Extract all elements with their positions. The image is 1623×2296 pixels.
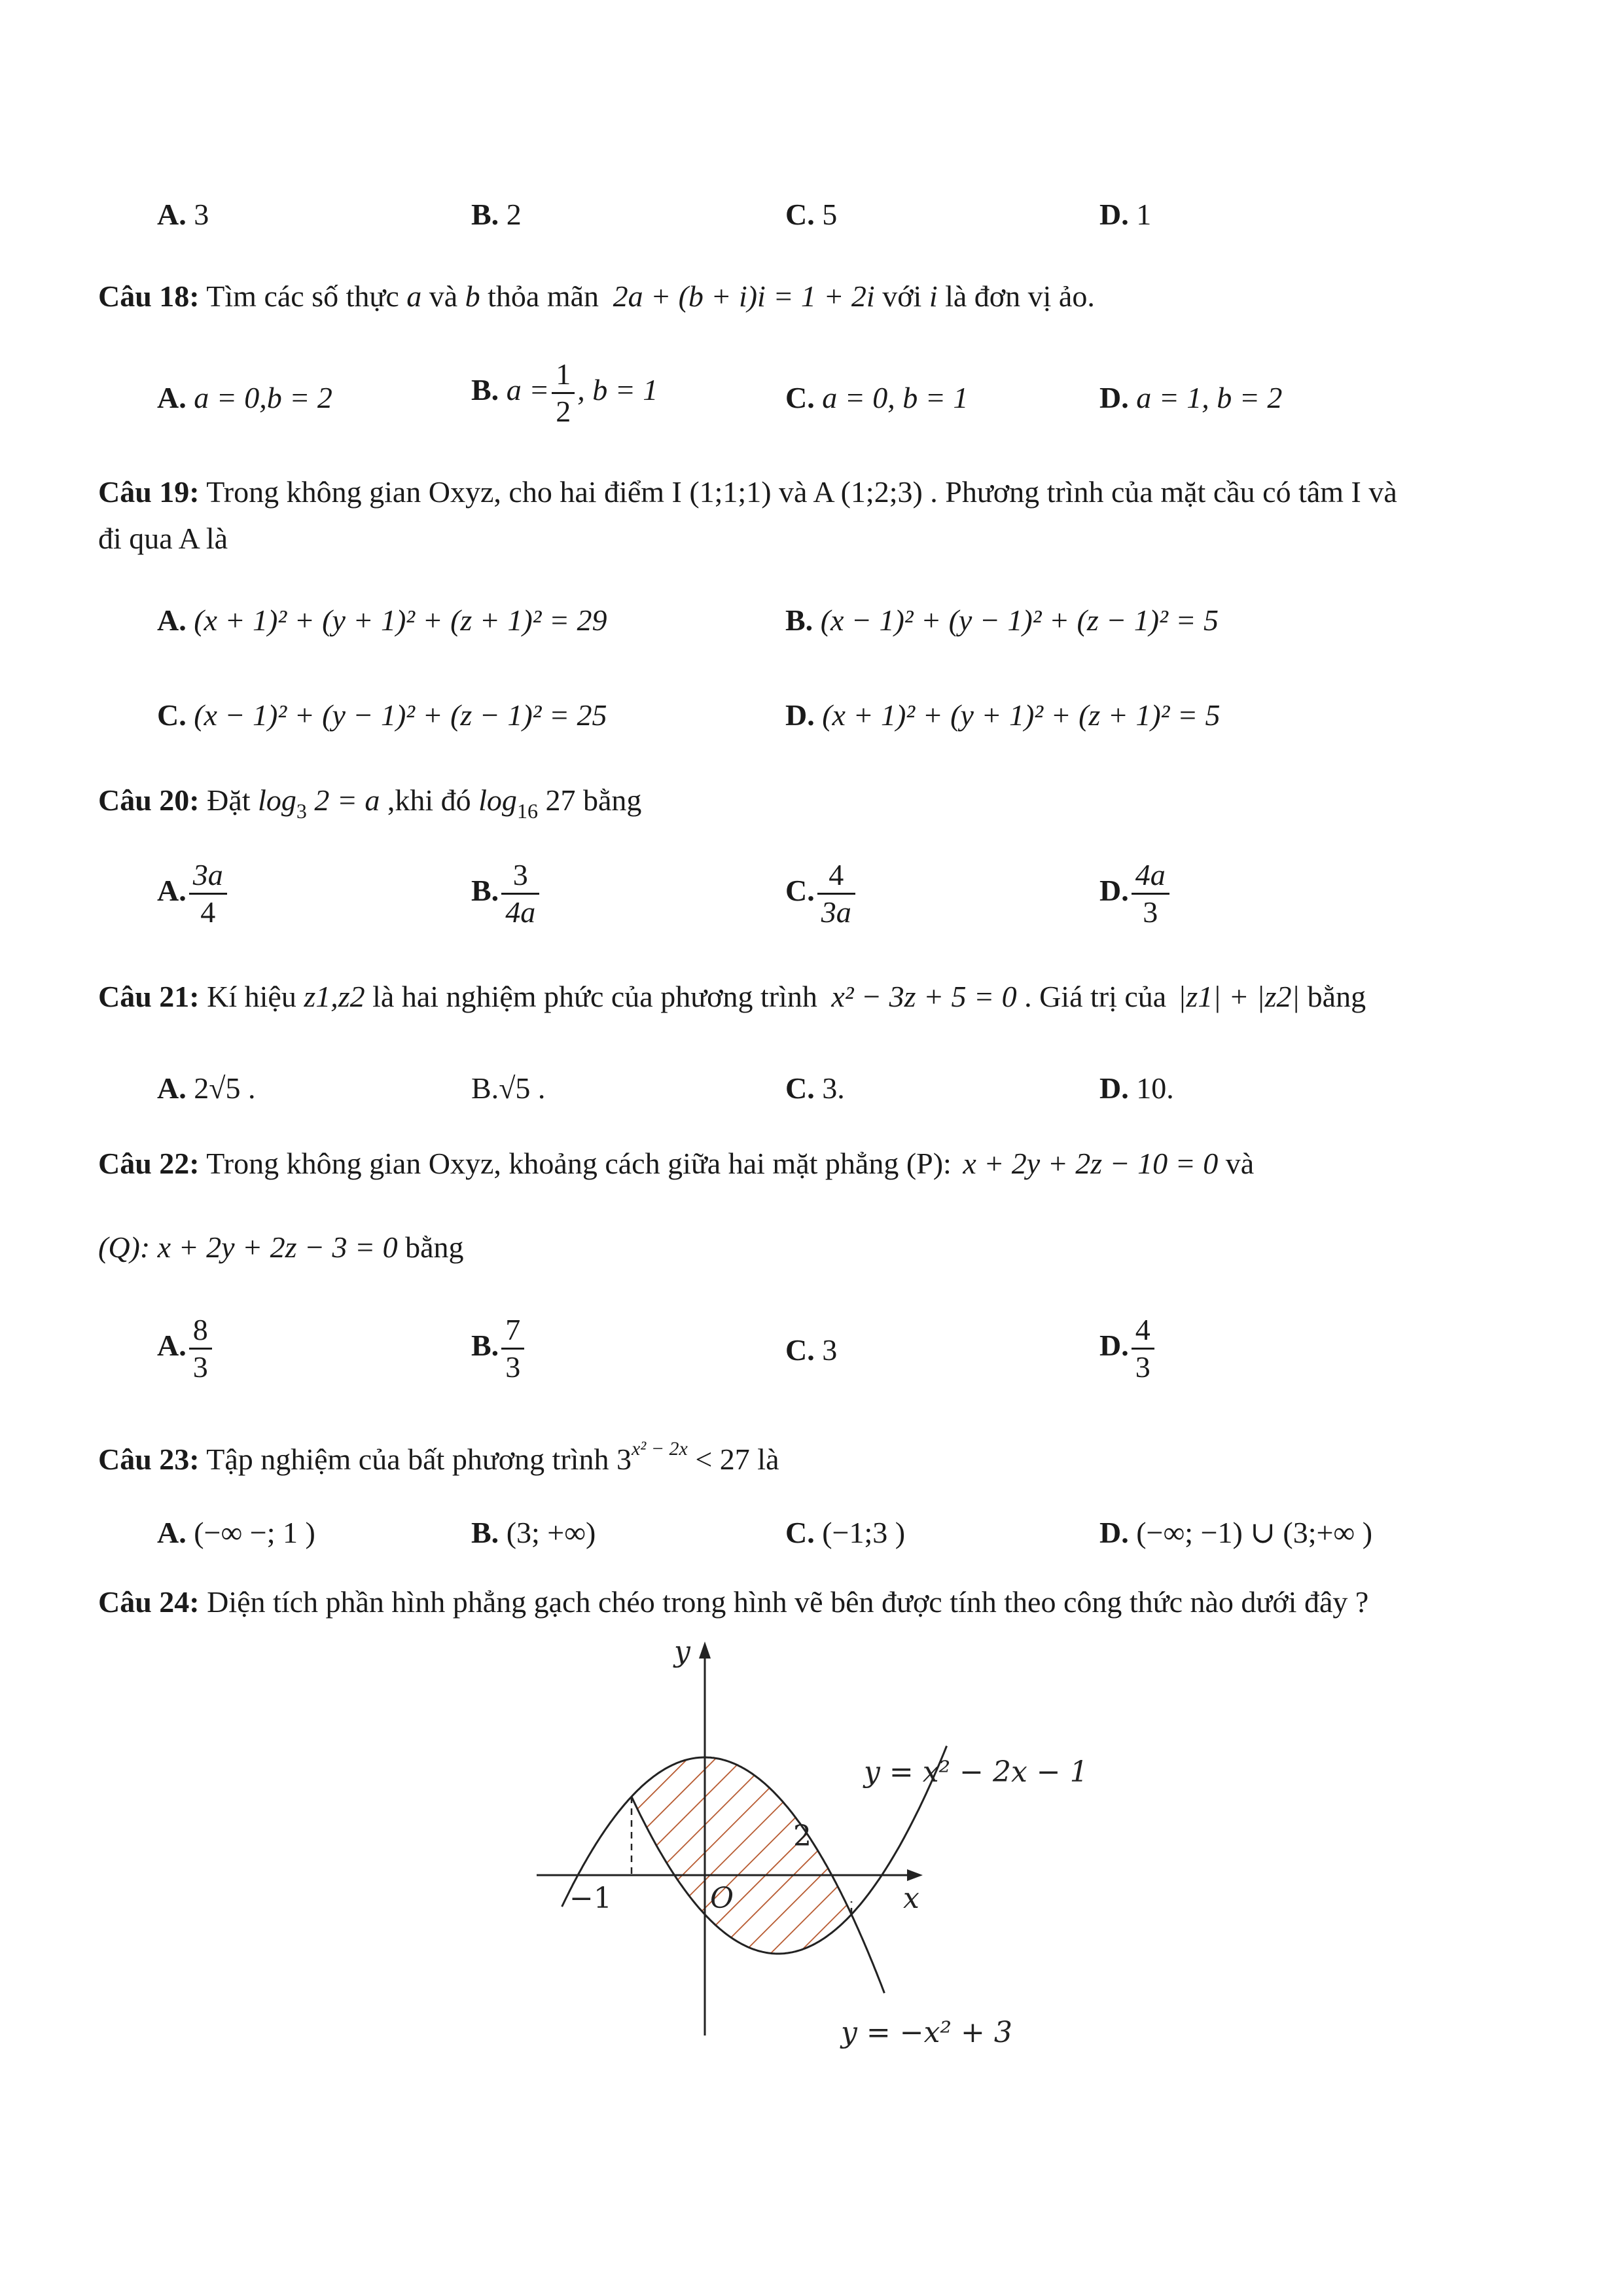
q22-option-c: C. 3 (785, 1333, 838, 1367)
q20-option-d: D. $\frac{4a}{3}$ (1099, 857, 1172, 930)
q18-label: Câu 18: (98, 279, 200, 313)
x-axis-arrow (907, 1869, 923, 1881)
y-axis-arrow (699, 1641, 711, 1659)
q23-stem: Câu 23: Tập nghiệm của bất phương trình $3^{x^2 - 2x} < 27$ là (98, 1438, 779, 1476)
q19-stem-line1: Câu 19: Trong không gian Oxyz, cho hai điểm I (1;1;1) và A (1;2;3) . Phương trình của mặt cầu có tâm I và (98, 475, 1397, 509)
q22-stem-line2: (Q): x + 2y + 2z − 3 = 0 bằng (98, 1230, 464, 1264)
q20-option-b: B. $\frac{3}{4a}$ (471, 857, 542, 930)
q21-option-b: B.√5 . (471, 1071, 546, 1105)
q24-stem: Câu 24: Diện tích phần hình phẳng gạch chéo trong hình vẽ bên được tính theo công thức nào dưới đây ? (98, 1585, 1369, 1619)
tick-label-2: 2 (793, 1820, 812, 1853)
q20-option-c: C. $\frac{4}{3a}$ (785, 857, 858, 930)
q17-option-d: D. 1 (1099, 198, 1152, 231)
q18-option-b: B. a = $\frac{1}{2}$ , b = 1 (471, 357, 658, 428)
q20-stem: Câu 20: Đặt $\log_3 2 = a$ ,khi đó $\log_{16} 27$ bằng (98, 783, 642, 823)
q21-stem: Câu 21: Kí hiệu z1,z2 là hai nghiệm phức của phương trình x² − 3z + 5 = 0 . Giá trị của |z1| + |z2| bằng (98, 980, 1366, 1013)
q22-option-d: D. $\frac{4}{3}$ (1099, 1312, 1157, 1385)
q19-option-b: B. (x − 1)² + (y − 1)² + (z − 1)² = 5 (785, 603, 1219, 637)
q21-option-d: D. 10. (1099, 1071, 1174, 1105)
curve1-label: y = x² − 2x − 1 (864, 1755, 1088, 1789)
q23-option-a: A. (−∞ −; 1 ) (157, 1516, 315, 1549)
q21-option-a: A. 2√5 . (157, 1071, 256, 1105)
q20-option-a: A. $\frac{3a}{4}$ (157, 857, 230, 930)
q19-option-d: D. (x + 1)² + (y + 1)² + (z + 1)² = 5 (785, 698, 1221, 732)
q19-option-a: A. (x + 1)² + (y + 1)² + (z + 1)² = 29 (157, 603, 607, 637)
q22-option-a: A. $\frac{8}{3}$ (157, 1312, 215, 1385)
origin-label: O (710, 1882, 734, 1915)
q18-equation: 2a + (b + i)i = 1 + 2i (613, 279, 875, 313)
q23-option-c: C. (−1;3 ) (785, 1516, 906, 1549)
curve2-label: y = −x² + 3 (841, 2016, 1012, 2049)
y-axis-label: y (674, 1635, 690, 1668)
tick-label-neg1: −1 (569, 1882, 612, 1915)
q17-option-a: A. 3 (157, 198, 209, 231)
q22-stem-line1: Câu 22: Trong không gian Oxyz, khoảng cách giữa hai mặt phẳng (P): x + 2y + 2z − 10 = 0 và (98, 1147, 1255, 1180)
q18-stem: Câu 18: Tìm các số thực a và b thỏa mãn 2a + (b + i)i = 1 + 2i với i là đơn vị ảo. (98, 279, 1095, 313)
q17-option-b: B. 2 (471, 198, 522, 231)
q17-option-c: C. 5 (785, 198, 838, 231)
q19-stem-line2: đi qua A là (98, 522, 228, 555)
x-axis-label: x (903, 1882, 919, 1915)
q23-option-b: B. (3; +∞) (471, 1516, 596, 1549)
q19-option-c: C. (x − 1)² + (y − 1)² + (z − 1)² = 25 (157, 698, 607, 732)
q24-figure (510, 1630, 1152, 2075)
q21-option-c: C. 3. (785, 1071, 845, 1105)
hatched-region (632, 1757, 851, 1954)
q22-option-b: B. $\frac{7}{3}$ (471, 1312, 527, 1385)
q23-option-d: D. (−∞; −1) ∪ (3;+∞ ) (1099, 1516, 1373, 1549)
q18-option-c: C. a = 0, b = 1 (785, 381, 969, 414)
q18-option-d: D. a = 1, b = 2 (1099, 381, 1283, 414)
q18-option-a: A. a = 0,b = 2 (157, 381, 332, 414)
